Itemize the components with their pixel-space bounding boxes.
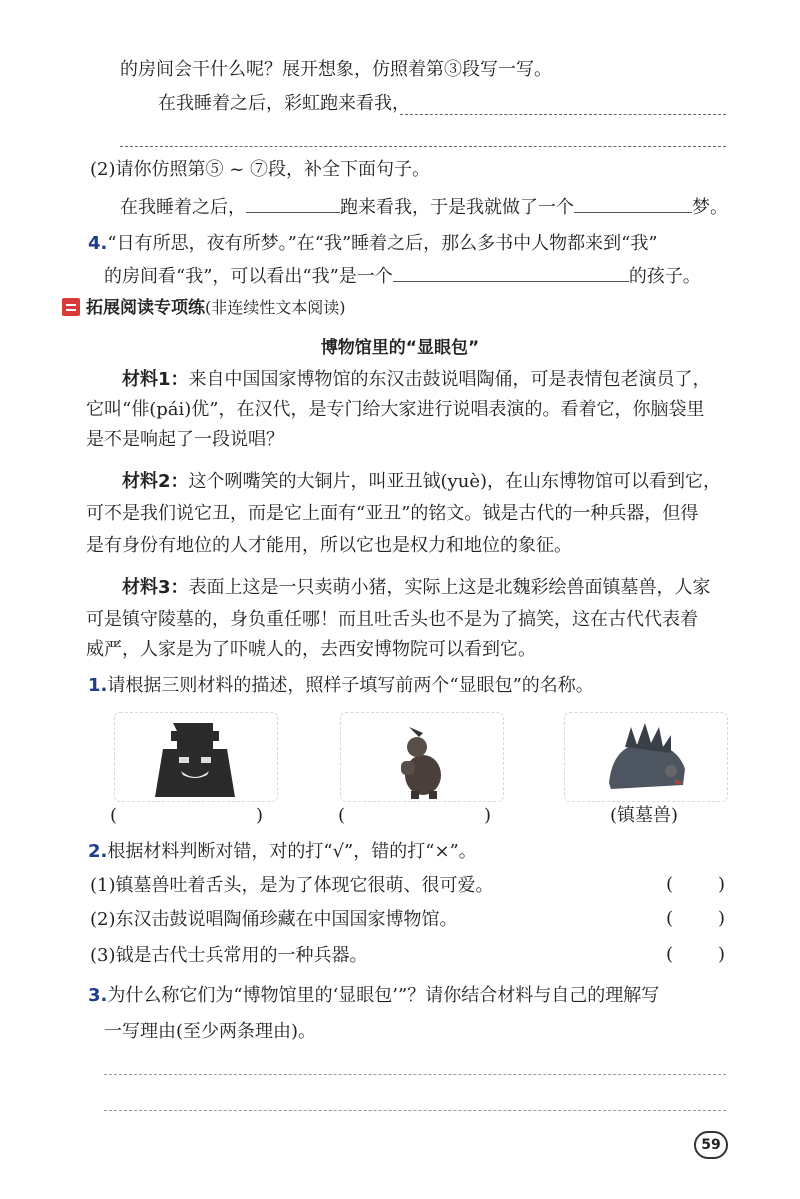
- question-3: 3.为什么称它们为“博物馆里的‘显眼包’”？请你结合材料与自己的理解写: [88, 985, 660, 1006]
- material-1-line: [86, 398, 704, 422]
- material-text: 威严，人家是为了吓唬人的，去西安博物院可以看到它。: [86, 639, 536, 660]
- answer-paren-open[interactable]: (: [666, 874, 674, 895]
- yue-axe-image: [115, 713, 277, 801]
- answer-line[interactable]: [120, 146, 726, 147]
- fill-sentence: 在我睡着之后， 跑来看我，于是我就做了一个 梦。: [120, 194, 728, 220]
- image-frame: [564, 712, 728, 802]
- material-text: 可是镇守陵墓的，身负重任哪！而且吐舌头也不是为了搞笑，这在古代代表着: [86, 609, 698, 630]
- material-label: 材料3：: [122, 577, 189, 598]
- section-number-icon: [62, 298, 80, 316]
- question-3-line2: 一写理由(至少两条理由)。: [104, 1021, 317, 1042]
- question-1: 1.请根据三则材料的描述，照样子填写前两个“显眼包”的名称。: [88, 675, 594, 696]
- answer-paren-close[interactable]: ): [718, 908, 726, 929]
- material-3-line: [122, 576, 711, 600]
- caption-2-close: ): [484, 805, 492, 826]
- caption-1-open: (: [110, 805, 118, 826]
- answer-line[interactable]: [104, 1074, 726, 1075]
- judge-item-2: (2)东汉击鼓说唱陶俑珍藏在中国国家博物馆。: [90, 909, 458, 930]
- blank-field[interactable]: [246, 194, 340, 213]
- image-frame: [340, 712, 504, 802]
- answer-paren-open[interactable]: (: [666, 944, 674, 965]
- q2-sub-label: (2)请你仿照第⑤ ~ ⑦段，补全下面句子。: [90, 159, 431, 180]
- section-title: 拓展阅读专项练(非连续性文本阅读): [86, 298, 346, 318]
- answer-paren-close[interactable]: ): [718, 874, 726, 895]
- question-4: 4.“日有所思，夜有所梦。”在“我”睡着之后，那么多书中人物都来到“我”: [88, 233, 658, 254]
- material-text: 这个咧嘴笑的大铜片，叫亚丑钺(yuè)，在山东博物馆可以看到它，: [188, 471, 721, 492]
- material-text: 来自中国国家博物馆的东汉击鼓说唱陶俑，可是表情包老演员了，: [188, 369, 711, 390]
- material-3-line: [86, 608, 698, 632]
- material-label: 材料1：: [122, 369, 189, 390]
- question-4-line2: 的房间看“我”，可以看出“我”是一个 的孩子。: [104, 263, 701, 289]
- material-2-line: [86, 534, 572, 558]
- material-2-line: [122, 470, 721, 494]
- blank-field[interactable]: [574, 194, 692, 213]
- answer-line[interactable]: [400, 114, 726, 115]
- rainbow-prompt: 在我睡着之后，彩虹跑来看我，: [158, 93, 410, 114]
- material-1-line: [86, 428, 284, 452]
- judge-item-1: (1)镇墓兽吐着舌头，是为了体现它很萌、很可爱。: [90, 875, 494, 896]
- answer-paren-open[interactable]: (: [666, 908, 674, 929]
- answer-paren-close[interactable]: ): [718, 944, 726, 965]
- caption-3: (镇墓兽): [610, 805, 679, 826]
- material-3-line: [86, 638, 536, 662]
- answer-line[interactable]: [104, 1110, 726, 1111]
- article-title: 博物馆里的“显眼包”: [320, 338, 480, 358]
- drummer-figurine-image: [341, 713, 503, 801]
- material-text: 它叫“俳(pái)优”，在汉代，是专门给大家进行说唱表演的。看着它，你脑袋里: [86, 399, 705, 420]
- material-1-line: [122, 368, 711, 392]
- material-text: 是有身份有地位的人才能用，所以它也是权力和地位的象征。: [86, 535, 572, 556]
- page-number: 59: [694, 1131, 728, 1159]
- material-text: 表面上这是一只卖萌小猪，实际上这是北魏彩绘兽面镇墓兽，人家: [188, 577, 711, 598]
- caption-1-close: ): [256, 805, 264, 826]
- material-text: 是不是响起了一段说唱？: [86, 429, 284, 450]
- material-label: 材料2：: [122, 471, 189, 492]
- blank-field[interactable]: [393, 263, 629, 282]
- material-2-line: [86, 502, 698, 526]
- tomb-guardian-image: [565, 713, 727, 801]
- caption-2-open: (: [338, 805, 346, 826]
- question-2: 2.根据材料判断对错，对的打“√”，错的打“×”。: [88, 841, 477, 862]
- material-text: 可不是我们说它丑，而是它上面有“亚丑”的铭文。钺是古代的一种兵器，但得: [86, 503, 699, 524]
- judge-item-3: (3)钺是古代士兵常用的一种兵器。: [90, 945, 368, 966]
- continued-question-text: 的房间会干什么呢？展开想象，仿照着第③段写一写。: [120, 59, 552, 80]
- image-frame: [114, 712, 278, 802]
